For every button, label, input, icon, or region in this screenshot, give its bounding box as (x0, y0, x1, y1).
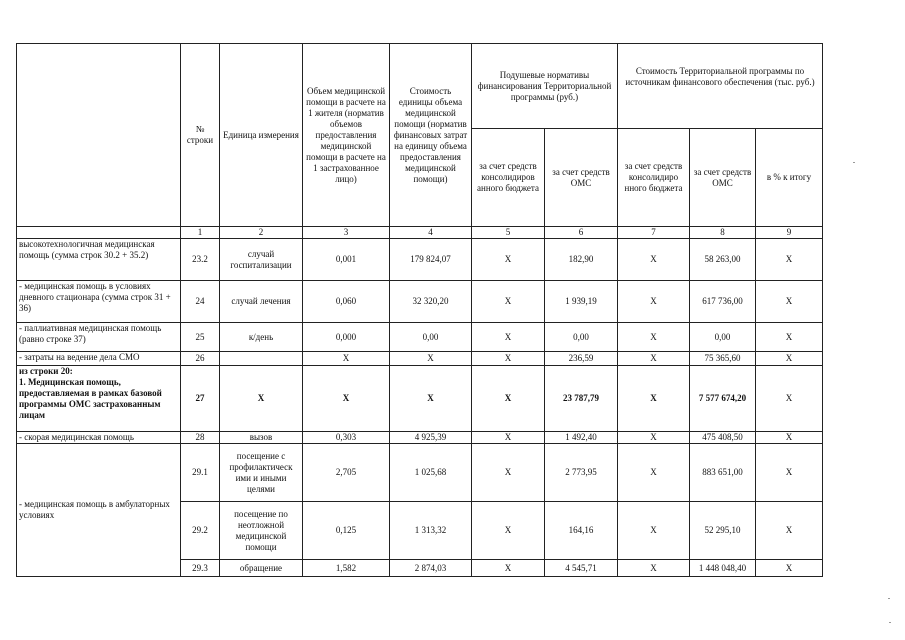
row-per-capita-budget: X (472, 444, 545, 502)
row-cost-budget: X (618, 560, 690, 577)
row-cost-percent: X (756, 502, 823, 560)
row-per-capita-budget: X (472, 323, 545, 352)
row-per-capita-oms: 2 773,95 (545, 444, 618, 502)
row-unit-cost: 179 824,07 (390, 239, 472, 281)
column-number: 9 (756, 227, 823, 239)
row-cost-percent: X (756, 352, 823, 366)
row-number: 23.2 (181, 239, 220, 281)
column-number: 8 (690, 227, 756, 239)
row-cost-budget: X (618, 502, 690, 560)
scan-speck (889, 622, 891, 623)
column-number-blank (17, 227, 181, 239)
column-numbers-row (17, 227, 823, 239)
column-number: 3 (303, 227, 390, 239)
header-per-capita-budget: за счет средств консолидиров анного бюджета (472, 129, 545, 227)
row-number: 24 (181, 281, 220, 323)
row-cost-budget: X (618, 366, 690, 432)
row-volume: X (303, 366, 390, 432)
row-volume: 0,303 (303, 432, 390, 444)
row-cost-oms: 475 408,50 (690, 432, 756, 444)
row-unit: X (220, 366, 303, 432)
header-blank-cell (17, 44, 181, 227)
row-unit: вызов (220, 432, 303, 444)
header-volume: Объем медицинской помощи в расчете на 1 жителя (норматив объемов предоставления медицинской помощи в расчете на 1 застрахованное лицо) (303, 44, 390, 227)
column-number: 6 (545, 227, 618, 239)
table-row-section (17, 366, 823, 432)
row-per-capita-oms: 164,16 (545, 502, 618, 560)
row-cost-budget: X (618, 352, 690, 366)
section-title: из строки 20: 1. Медицинская помощь, предоставляемая в рамках базовой программы ОМС застрахованным лицам (17, 366, 181, 432)
row-unit-cost: 1 313,32 (390, 502, 472, 560)
row-volume: 0,125 (303, 502, 390, 560)
header-per-capita-oms: за счет средств ОМС (545, 129, 618, 227)
row-number: 29.2 (181, 502, 220, 560)
column-number: 1 (181, 227, 220, 239)
header-program-cost: Стоимость Территориальной программы по источникам финансового обеспечения (тыс. руб.) (618, 44, 823, 129)
row-cost-percent: X (756, 444, 823, 502)
row-per-capita-budget: X (472, 352, 545, 366)
row-unit-cost: 0,00 (390, 323, 472, 352)
row-cost-percent: X (756, 432, 823, 444)
row-unit: случай госпитализации (220, 239, 303, 281)
row-unit-cost: X (390, 352, 472, 366)
row-per-capita-oms: 1 939,19 (545, 281, 618, 323)
row-per-capita-oms: 236,59 (545, 352, 618, 366)
row-cost-budget: X (618, 281, 690, 323)
header-per-capita: Подушевые нормативы финансирования Территориальной программы (руб.) (472, 44, 618, 129)
row-number: 25 (181, 323, 220, 352)
row-volume: 0,000 (303, 323, 390, 352)
row-unit-cost: X (390, 366, 472, 432)
row-volume: X (303, 352, 390, 366)
row-cost-oms: 883 651,00 (690, 444, 756, 502)
row-cost-oms: 617 736,00 (690, 281, 756, 323)
scan-speck (853, 162, 855, 163)
row-cost-oms: 52 295,10 (690, 502, 756, 560)
column-number: 7 (618, 227, 690, 239)
row-volume: 2,705 (303, 444, 390, 502)
row-unit: посещение по неотложной медицинской помощи (220, 502, 303, 560)
header-unit: Единица измерения (220, 44, 303, 227)
row-unit: к/день (220, 323, 303, 352)
row-volume: 0,001 (303, 239, 390, 281)
table-row (17, 432, 823, 444)
table-row (17, 281, 823, 323)
row-cost-percent: X (756, 560, 823, 577)
row-number: 28 (181, 432, 220, 444)
row-number: 27 (181, 366, 220, 432)
row-unit-cost: 1 025,68 (390, 444, 472, 502)
row-unit-cost: 4 925,39 (390, 432, 472, 444)
row-unit: случай лечения (220, 281, 303, 323)
row-per-capita-budget: X (472, 432, 545, 444)
row-unit-cost: 32 320,20 (390, 281, 472, 323)
table-row (17, 352, 823, 366)
row-cost-oms: 7 577 674,20 (690, 366, 756, 432)
row-cost-oms: 1 448 048,40 (690, 560, 756, 577)
column-number: 2 (220, 227, 303, 239)
row-per-capita-budget: X (472, 239, 545, 281)
header-unit-cost: Стоимость единицы объема медицинской помощи (норматив финансовых затрат на единицу объема предоставления медицинской помощи) (390, 44, 472, 227)
row-per-capita-budget: X (472, 560, 545, 577)
row-per-capita-oms: 23 787,79 (545, 366, 618, 432)
row-unit: обращение (220, 560, 303, 577)
row-per-capita-oms: 182,90 (545, 239, 618, 281)
row-cost-budget: X (618, 444, 690, 502)
row-per-capita-budget: X (472, 502, 545, 560)
table-row (17, 444, 823, 502)
row-name: - скорая медицинская помощь (17, 432, 181, 444)
row-per-capita-oms: 4 545,71 (545, 560, 618, 577)
row-unit: посещение с профилактическ ими и иными целями (220, 444, 303, 502)
row-number: 29.3 (181, 560, 220, 577)
row-per-capita-oms: 1 492,40 (545, 432, 618, 444)
row-per-capita-oms: 0,00 (545, 323, 618, 352)
row-number: 26 (181, 352, 220, 366)
header-cost-oms: за счет средств ОМС (690, 129, 756, 227)
row-name: - затраты на ведение дела СМО (17, 352, 181, 366)
row-name: - медицинская помощь в условиях дневного стационара (сумма строк 31 + 36) (17, 281, 181, 323)
header-cost-percent: в % к итогу (756, 129, 823, 227)
row-cost-percent: X (756, 366, 823, 432)
row-cost-percent: X (756, 281, 823, 323)
row-per-capita-budget: X (472, 281, 545, 323)
column-number: 4 (390, 227, 472, 239)
row-unit (220, 352, 303, 366)
header-cost-budget: за счет средств консолидиро нного бюджета (618, 129, 690, 227)
row-cost-budget: X (618, 239, 690, 281)
row-name: - паллиативная медицинская помощь (равно строке 37) (17, 323, 181, 352)
column-number: 5 (472, 227, 545, 239)
row-unit-cost: 2 874,03 (390, 560, 472, 577)
row-cost-oms: 58 263,00 (690, 239, 756, 281)
table-row (17, 239, 823, 281)
row-cost-percent: X (756, 239, 823, 281)
row-volume: 0,060 (303, 281, 390, 323)
table-row (17, 323, 823, 352)
row-cost-budget: X (618, 432, 690, 444)
row-per-capita-budget: X (472, 366, 545, 432)
ambulatory-name: - медицинская помощь в амбулаторных условиях (17, 444, 181, 577)
row-volume: 1,582 (303, 560, 390, 577)
row-cost-oms: 75 365,60 (690, 352, 756, 366)
header-row-number: № строки (181, 44, 220, 227)
row-cost-percent: X (756, 323, 823, 352)
scan-speck (888, 598, 890, 599)
program-cost-table (16, 43, 823, 577)
row-name: высокотехнологичная медицинская помощь (сумма строк 30.2 + 35.2) (17, 239, 181, 281)
row-cost-budget: X (618, 323, 690, 352)
row-number: 29.1 (181, 444, 220, 502)
row-cost-oms: 0,00 (690, 323, 756, 352)
